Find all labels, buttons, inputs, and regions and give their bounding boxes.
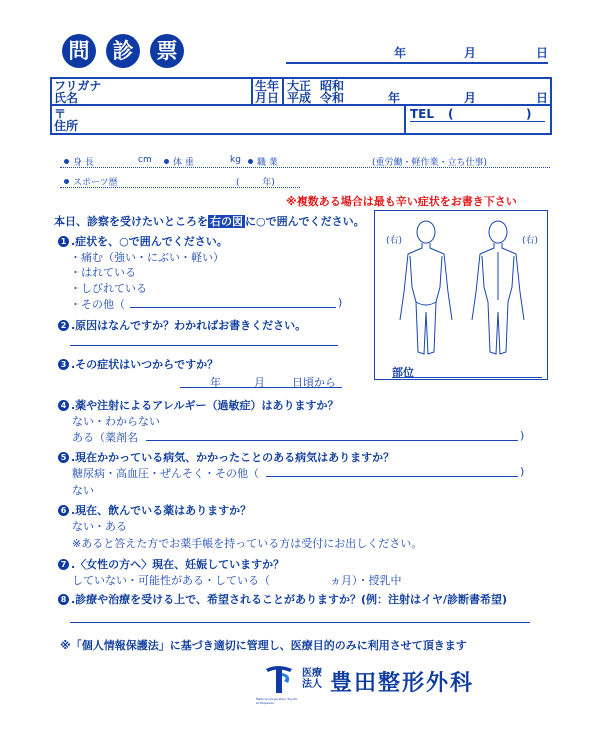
q7-option-months[interactable]: ヵ月）・授乳中 (330, 574, 402, 587)
privacy-notice: ※「個人情報保護法」に基づき適切に管理し、医療目的のみに利用させて頂きます (60, 639, 467, 652)
question-number-7: 7 (58, 559, 69, 570)
q3-month-label: 月 (254, 376, 265, 389)
q6-note: ※あると答えた方でお薬手帳を持っている方は受付にお出しください。 (72, 537, 423, 550)
q1-other-field[interactable] (130, 307, 336, 308)
tel-close-paren: ) (526, 107, 532, 121)
body-back-figure (472, 221, 524, 354)
question-2-text: .原因はなんですか？わかればお書きください。 (71, 319, 307, 332)
clinic-logo-icon (264, 663, 294, 695)
era-reiwa[interactable]: 令和 (320, 91, 345, 105)
dob-label-bottom: 月日 (255, 91, 280, 105)
intro-line (54, 213, 365, 229)
q4-drug-field[interactable] (146, 440, 518, 441)
bullet-icon (164, 159, 169, 164)
question-number-2: 2 (58, 320, 69, 331)
dob-month-label: 月 (464, 91, 477, 105)
q5-option-none[interactable]: ない (72, 484, 94, 497)
figure-part-label: 部位 (392, 366, 414, 379)
question-number-1: 1 (58, 236, 69, 247)
clinic-name: 豊田整形外科 (330, 671, 475, 696)
bullet-icon (64, 159, 69, 164)
q3-since-label: 日頃から (292, 376, 336, 389)
question-2 (58, 317, 306, 333)
era-taisho[interactable]: 大正 (287, 79, 312, 93)
address-label: 住所 (54, 119, 79, 133)
question-4 (58, 397, 338, 413)
form-title (62, 34, 194, 68)
question-number-5: 5 (58, 452, 69, 463)
figure-left-label: (右) (386, 236, 403, 246)
title-char-3: 票 (150, 34, 184, 68)
body-front-figure (400, 221, 452, 354)
height-label: 身 長 (73, 158, 94, 168)
sports-years: ( 年) (236, 178, 275, 188)
q1-option-numbness[interactable]: ・しびれている (70, 282, 147, 295)
question-3 (58, 356, 218, 372)
q3-date-field[interactable] (180, 387, 342, 388)
question-8 (58, 591, 507, 607)
furigana-label: フリガナ (54, 79, 102, 93)
table-col-divider-3 (404, 104, 406, 135)
question-6-text: .現在、飲んでいる薬はありますか？ (71, 504, 252, 517)
question-4-text: .薬や注射によるアレルギー（過敏症）はありますか？ (71, 399, 339, 412)
figure-part-field[interactable] (392, 377, 542, 378)
weight-unit: kg (230, 155, 241, 165)
intro-post: に○で囲んでください。 (245, 215, 365, 228)
weight-label: 体 重 (173, 158, 194, 168)
dob-year-label: 年 (388, 91, 401, 105)
q2-answer-field[interactable] (70, 345, 338, 346)
q8-answer-field[interactable] (70, 622, 530, 623)
figure-right-label: (右) (522, 236, 539, 246)
q7-option-choice[interactable]: していない・可能性がある・している（ (72, 574, 270, 587)
q6-option-choice[interactable]: ない・ある (72, 520, 127, 533)
postal-mark: 〒 (54, 107, 67, 121)
sports-label: スポーツ歴 (73, 178, 118, 188)
date-year-label: 年 (394, 46, 407, 60)
question-7 (58, 556, 284, 572)
corp-label (302, 668, 322, 690)
title-char-2: 診 (106, 34, 140, 68)
question-6 (58, 502, 251, 518)
table-col-divider-1 (251, 77, 253, 105)
question-8-text: .診療や治療を受ける上で、希望されることがありますか？(例：注射はイヤ/診断書希望) (71, 593, 508, 606)
vitals-underline[interactable] (60, 167, 550, 168)
q1-option-other[interactable]: ・その他（ (70, 298, 125, 311)
tel-label: TEL (410, 107, 435, 121)
q1-close-paren: ) (338, 296, 343, 309)
q4-close-paren: ) (520, 429, 525, 442)
address-field[interactable] (80, 107, 400, 133)
q4-option-none[interactable]: ない・わからない (72, 415, 160, 428)
question-number-8: 8 (58, 594, 69, 605)
corp-label-top: 医療 (302, 668, 322, 679)
dob-day-label: 日 (536, 91, 549, 105)
era-showa[interactable]: 昭和 (320, 79, 345, 93)
question-5 (58, 449, 394, 465)
question-number-4: 4 (58, 400, 69, 411)
question-5-text: .現在かかっている病気、かかったことのある病気はありますか？ (71, 451, 395, 464)
question-number-3: 3 (58, 359, 69, 370)
tel-field[interactable] (410, 121, 545, 122)
notice-text: ※複数ある場合は最も辛い症状をお書き下さい (286, 195, 517, 208)
q5-option-diseases[interactable]: 糖尿病・高血圧・ぜんそく・その他（ (72, 467, 259, 480)
job-types: (重労働・軽作業・立ち仕事) (372, 158, 488, 168)
corp-label-bottom: 法人 (302, 679, 322, 690)
question-1 (58, 233, 228, 249)
intro-box: 右の図 (210, 215, 243, 228)
date-line[interactable] (286, 44, 548, 64)
title-char-1: 問 (62, 34, 96, 68)
table-col-divider-2 (282, 77, 284, 105)
bullet-icon (64, 179, 69, 184)
logo-subtext: Medical Corporation Toyota Orthopaedic (256, 697, 297, 705)
q5-close-paren: ) (520, 465, 525, 478)
job-label: 職 業 (257, 158, 278, 168)
intro-pre: 本日、診察を受けたいところを (54, 215, 208, 228)
dob-label-top: 生年 (255, 79, 280, 93)
height-unit: cm (138, 155, 152, 165)
question-1-text: .症状を、○で囲んでください。 (71, 235, 228, 248)
era-heisei[interactable]: 平成 (287, 91, 312, 105)
tel-open-paren: ( (448, 107, 454, 121)
name-label: 氏名 (54, 91, 79, 105)
date-month-label: 月 (464, 46, 477, 60)
body-diagram[interactable] (380, 212, 542, 362)
name-field[interactable] (110, 79, 248, 103)
q5-other-field[interactable] (266, 476, 518, 477)
q1-option-swelling[interactable]: ・はれている (70, 266, 136, 279)
date-day-label: 日 (536, 46, 549, 60)
q1-option-pain[interactable]: ・痛む（強い・にぶい・軽い） (70, 251, 224, 264)
q3-year-label: 年 (210, 376, 221, 389)
question-number-6: 6 (58, 505, 69, 516)
bullet-icon (248, 159, 253, 164)
question-7-text: .〈女性の方へ〉現在、妊娠していますか？ (71, 558, 285, 571)
q4-option-yes[interactable]: ある（薬剤名 (72, 431, 138, 444)
sports-underline[interactable] (60, 187, 300, 188)
question-3-text: .その症状はいつからですか？ (71, 358, 219, 371)
